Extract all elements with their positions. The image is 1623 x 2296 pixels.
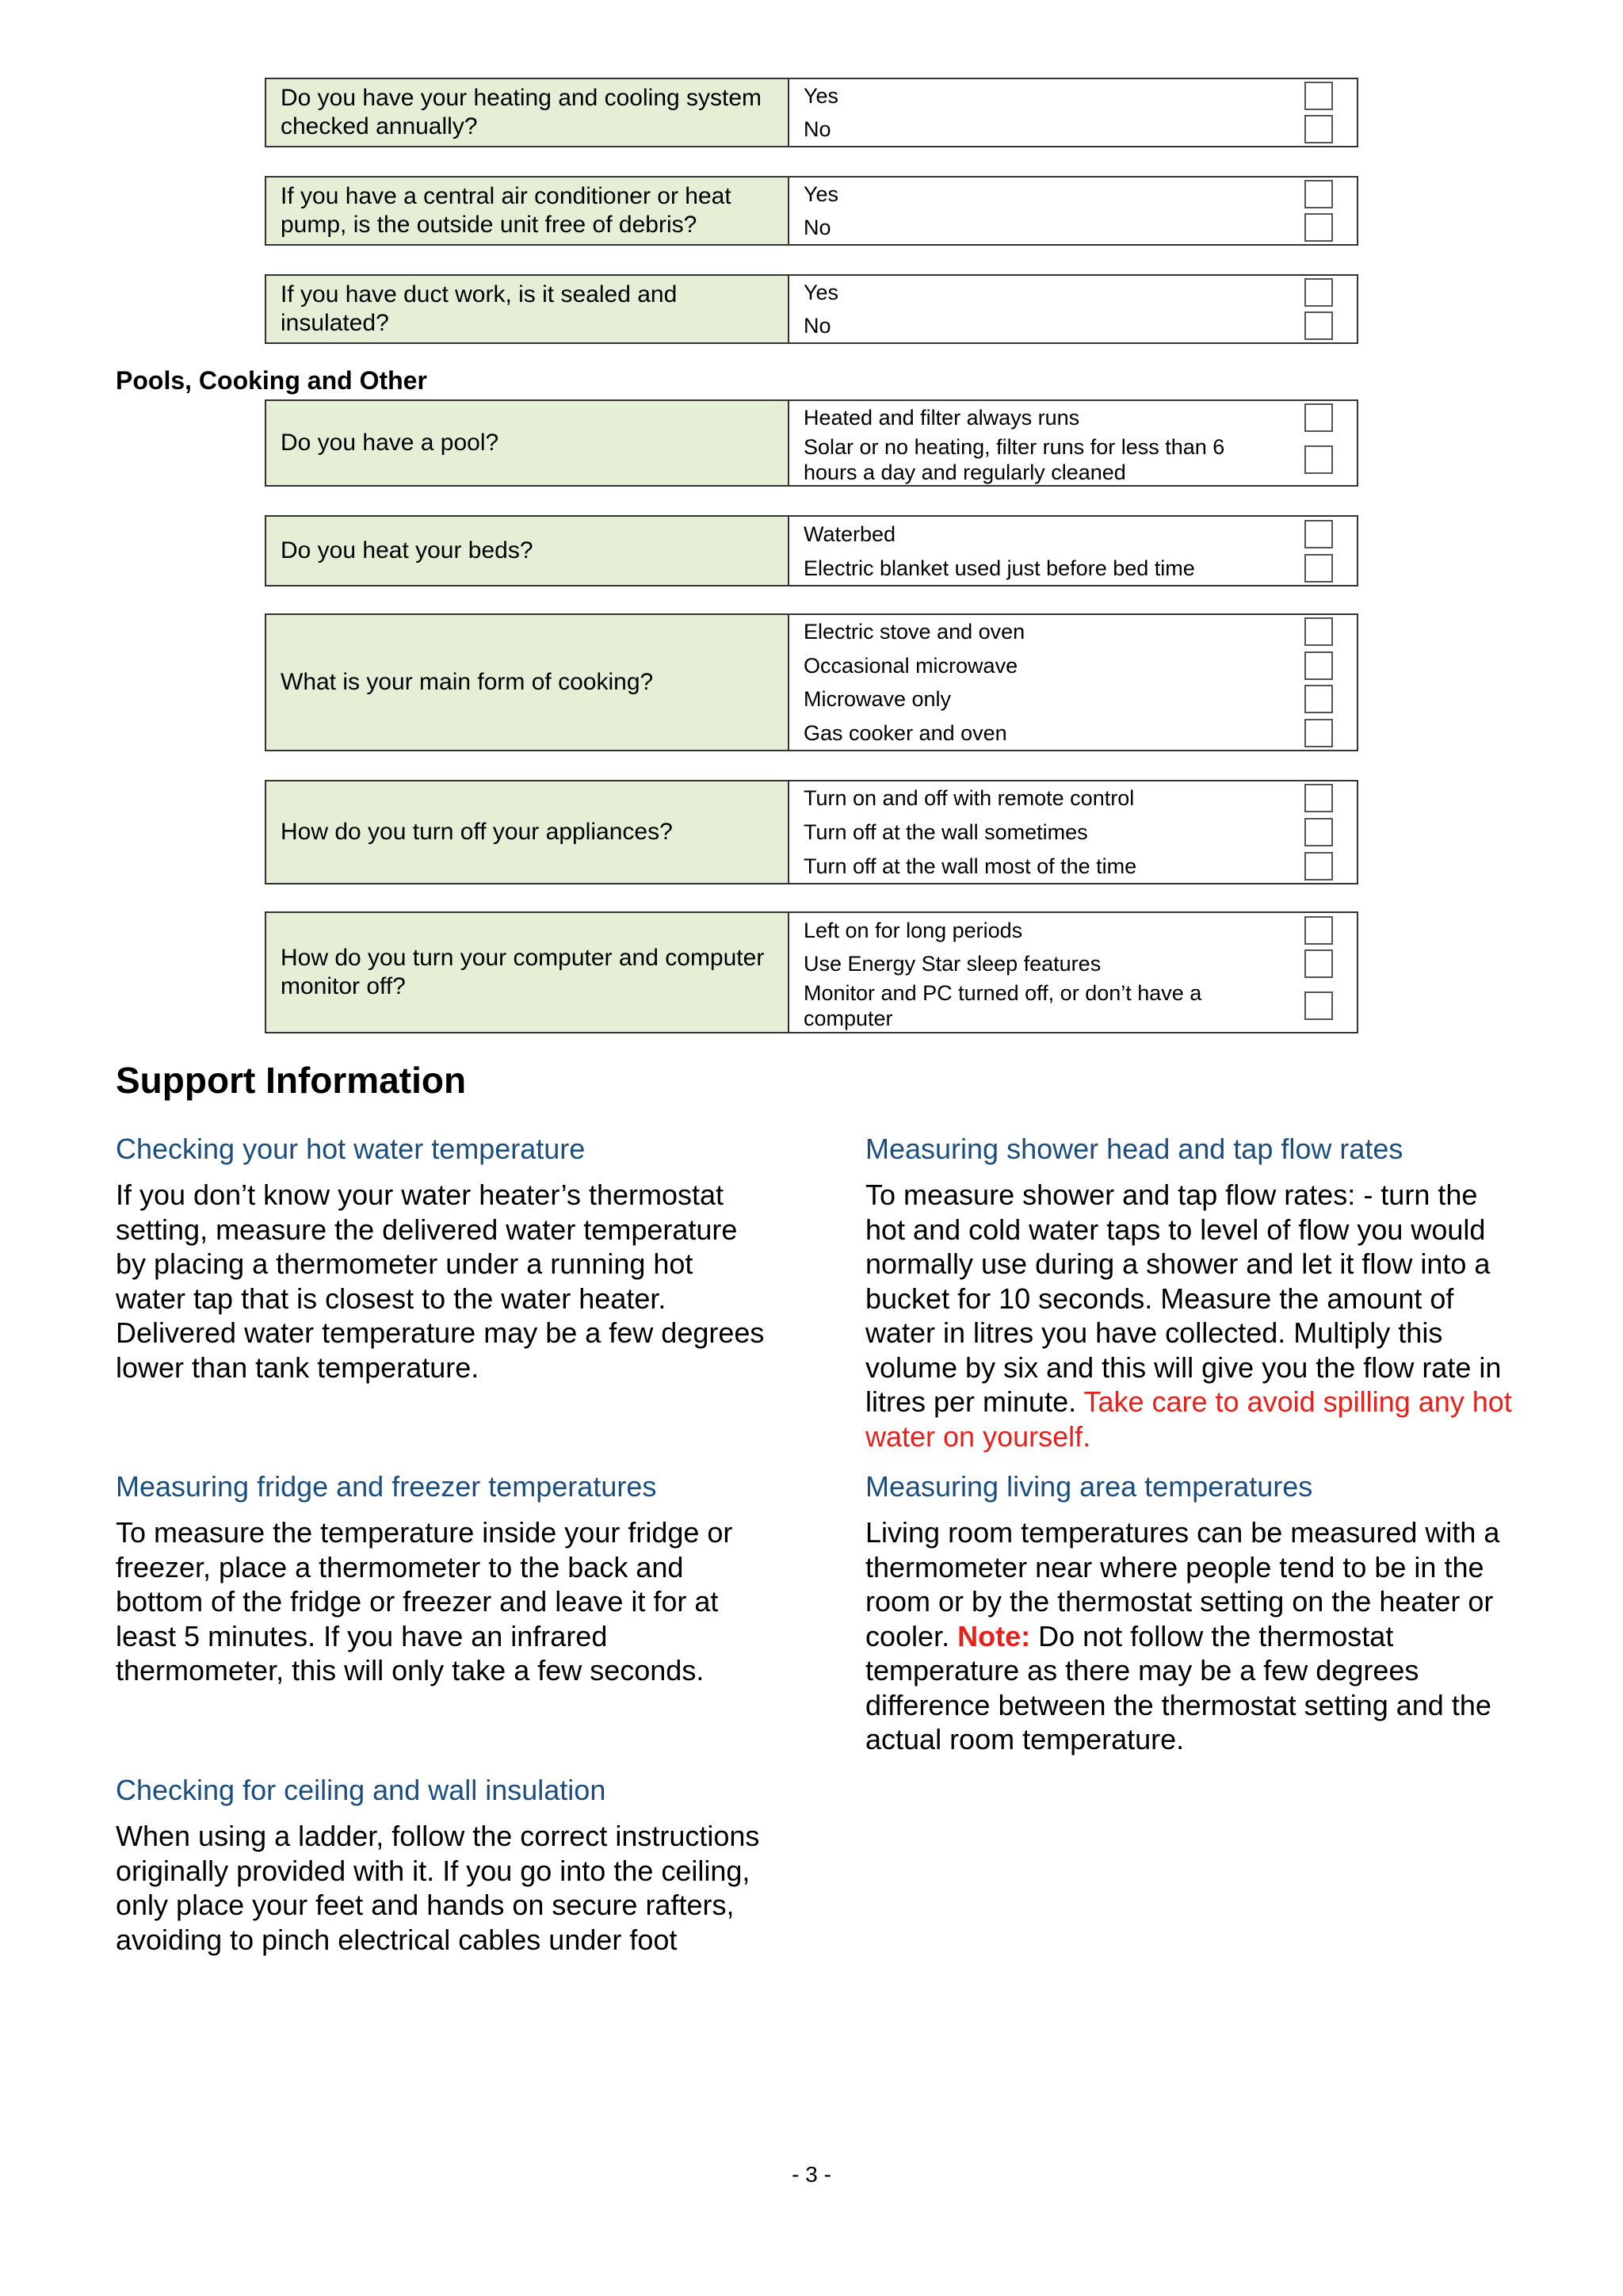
insulation-body: When using a ladder, follow the correct instructions originally provided with it. If you go into the ceiling, only place your feet and hands on secure rafters, avoiding to pinch electrical cables under foot <box>116 1820 760 1956</box>
option-label: Yes <box>804 182 839 206</box>
checkbox[interactable] <box>1304 445 1333 474</box>
checkbox[interactable] <box>1304 115 1333 143</box>
option-row[interactable] <box>789 716 1357 751</box>
option-label: No <box>804 216 831 239</box>
option-label: Electric stove and oven <box>804 620 1025 644</box>
checkbox[interactable] <box>1304 82 1333 110</box>
shower-section <box>865 1132 1515 1454</box>
hot-water-section <box>116 1132 766 1385</box>
question-text: How do you turn your computer and computer monitor off? <box>266 913 789 1032</box>
checkbox[interactable] <box>1304 784 1333 812</box>
note-label: Note: <box>957 1619 1031 1652</box>
question-computer <box>265 911 1358 1033</box>
support-heading: Support Information <box>116 1060 467 1101</box>
option-label: Turn on and off with remote control <box>804 786 1135 811</box>
checkbox[interactable] <box>1304 213 1333 242</box>
question-heating-checked <box>265 78 1358 147</box>
living-heading: Measuring living area temperatures <box>865 1470 1313 1503</box>
option-row[interactable] <box>789 276 1357 309</box>
checkbox[interactable] <box>1304 949 1333 978</box>
question-appliances <box>265 780 1358 884</box>
shower-warning: Take care to avoid spilling any hot water on yourself. <box>865 1385 1512 1453</box>
checkbox[interactable] <box>1304 916 1333 945</box>
option-row[interactable] <box>789 434 1357 485</box>
option-row[interactable] <box>789 781 1357 816</box>
checkbox[interactable] <box>1304 719 1333 747</box>
option-label: Electric blanket used just before bed time <box>804 556 1195 580</box>
question-duct-work <box>265 274 1358 344</box>
question-outside-unit <box>265 176 1358 246</box>
option-row[interactable] <box>789 849 1357 883</box>
insulation-section <box>116 1773 766 1957</box>
option-row[interactable] <box>789 948 1357 980</box>
question-pool <box>265 399 1358 487</box>
option-row[interactable] <box>789 913 1357 948</box>
option-row[interactable] <box>789 682 1357 716</box>
option-label: Heated and filter always runs <box>804 406 1080 430</box>
option-label: Microwave only <box>804 687 952 712</box>
option-label: Turn off at the wall most of the time <box>804 854 1137 878</box>
checkbox[interactable] <box>1304 278 1333 307</box>
question-text: If you have a central air conditioner or heat pump, is the outside unit free of debris? <box>266 178 789 244</box>
option-row[interactable] <box>789 113 1357 146</box>
option-row[interactable] <box>789 309 1357 342</box>
option-label: Yes <box>804 84 839 108</box>
option-row[interactable] <box>789 649 1357 683</box>
fridge-body: To measure the temperature inside your fridge or freezer, place a thermometer to the back and bottom of the fridge or freezer and leave it for at least 5 minutes. If you have an infrared thermometer, this will only take a few seconds. <box>116 1516 733 1687</box>
checkbox[interactable] <box>1304 311 1333 340</box>
question-text: Do you have a pool? <box>266 401 789 485</box>
option-row[interactable] <box>789 79 1357 113</box>
fridge-heading: Measuring fridge and freezer temperatures <box>116 1470 657 1503</box>
fridge-section <box>116 1469 766 1688</box>
option-label: Use Energy Star sleep features <box>804 952 1102 976</box>
checkbox[interactable] <box>1304 852 1333 881</box>
option-label: No <box>804 314 831 338</box>
shower-body: To measure shower and tap flow rates: - turn the hot and cold water taps to level of flow you would normally use during a shower and let it flow into a bucket for 10 seconds. Measure the amount of water in litres you have collected. Multiply this volume by six and this will give you the flow rate in litres per minute. <box>865 1179 1502 1418</box>
question-cooking <box>265 613 1358 751</box>
checkbox[interactable] <box>1304 685 1333 713</box>
checkbox[interactable] <box>1304 818 1333 846</box>
question-text: How do you turn off your appliances? <box>266 781 789 883</box>
checkbox[interactable] <box>1304 180 1333 208</box>
option-row[interactable] <box>789 517 1357 551</box>
option-label: No <box>804 117 831 141</box>
option-label: Yes <box>804 281 839 304</box>
page-number: - 3 - <box>792 2162 831 2187</box>
option-label: Gas cooker and oven <box>804 720 1007 745</box>
insulation-heading: Checking for ceiling and wall insulation <box>116 1774 606 1806</box>
option-label: Waterbed <box>804 521 896 546</box>
checkbox[interactable] <box>1304 991 1333 1020</box>
option-row[interactable] <box>789 980 1357 1032</box>
living-body: Living room temperatures can be measured with a thermometer near where people tend to be in the room or by the thermostat setting on the heater or cooler. <box>865 1516 1500 1652</box>
question-text: Do you have your heating and cooling system checked annually? <box>266 79 789 146</box>
living-section <box>865 1469 1531 1757</box>
option-row[interactable] <box>789 551 1357 585</box>
checkbox[interactable] <box>1304 403 1333 432</box>
option-label: Occasional microwave <box>804 653 1018 678</box>
hot-water-heading: Checking your hot water temperature <box>116 1133 586 1165</box>
option-label: Solar or no heating, filter runs for less than 6 hours a day and regularly cleaned <box>804 435 1225 484</box>
option-label: Monitor and PC turned off, or don’t have a computer <box>804 981 1202 1030</box>
checkbox[interactable] <box>1304 617 1333 646</box>
checkbox[interactable] <box>1304 651 1333 680</box>
option-row[interactable] <box>789 401 1357 434</box>
checkbox[interactable] <box>1304 520 1333 548</box>
option-label: Left on for long periods <box>804 919 1023 942</box>
question-text: What is your main form of cooking? <box>266 615 789 750</box>
question-text: If you have duct work, is it sealed and insulated? <box>266 276 789 342</box>
section-heading: Pools, Cooking and Other <box>116 366 427 395</box>
hot-water-body: If you don’t know your water heater’s thermostat setting, measure the delivered water temperature by placing a thermometer under a running hot water tap that is closest to the water heater. Delivered water temperature may be a few degrees lower than tank temperature. <box>116 1179 765 1384</box>
option-row[interactable] <box>789 211 1357 244</box>
option-row[interactable] <box>789 615 1357 649</box>
option-label: Turn off at the wall sometimes <box>804 820 1088 844</box>
option-row[interactable] <box>789 816 1357 850</box>
question-text: Do you heat your beds? <box>266 517 789 585</box>
option-row[interactable] <box>789 178 1357 211</box>
shower-heading: Measuring shower head and tap flow rates <box>865 1133 1403 1165</box>
checkbox[interactable] <box>1304 554 1333 583</box>
question-heat-beds <box>265 515 1358 586</box>
note-body: Do not follow the thermostat temperature as there may be a few degrees difference between the thermostat setting and the actual room temperature. <box>865 1619 1491 1755</box>
